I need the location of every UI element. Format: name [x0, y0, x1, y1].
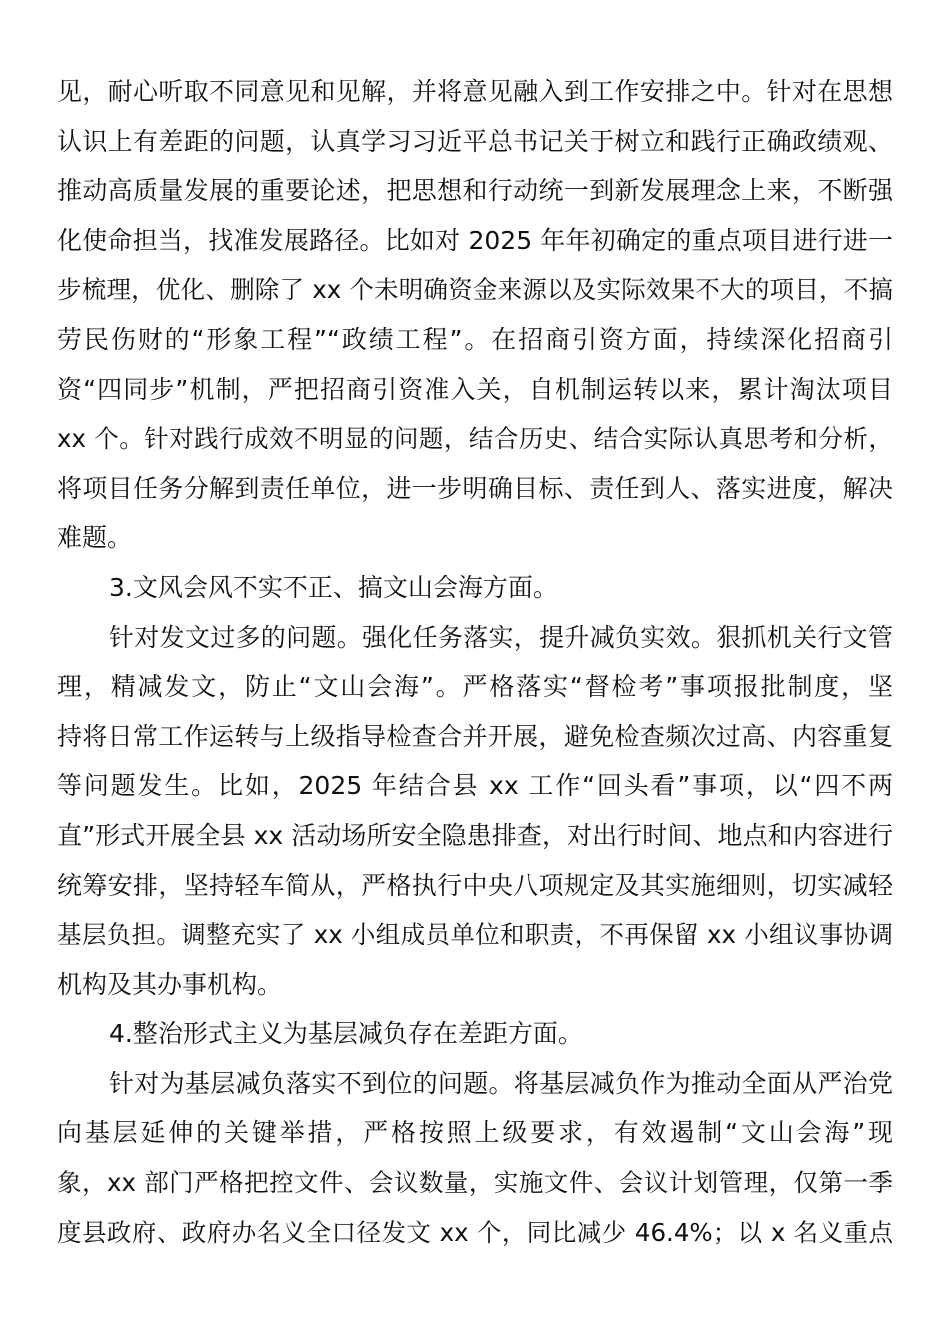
text-line: 难题。 — [57, 523, 133, 553]
text-line: 统筹安排，坚持轻车简从，严格执行中央八项规定及其实施细则，切实减轻 — [57, 870, 893, 900]
text-line: 4.整治形式主义为基层减负存在差距方面。 — [109, 1019, 583, 1049]
text-line: 直”形式开展全县 xx 活动场所安全隐患排查，对出行时间、地点和内容进行 — [57, 820, 893, 850]
text-line: 等问题发生。比如，2025 年结合县 xx 工作“回头看”事项，以“四不两 — [57, 771, 893, 801]
text-line: 化使命担当，找准发展路径。比如对 2025 年年初确定的重点项目进行进一 — [57, 225, 893, 255]
text-line: 基层负担。调整充实了 xx 小组成员单位和职责，不再保留 xx 小组议事协调 — [57, 920, 893, 950]
text-line: 针对发文过多的问题。强化任务落实，提升减负实效。狠抓机关行文管 — [109, 622, 893, 652]
text-line: 针对为基层减负落实不到位的问题。将基层减负作为推动全面从严治党 — [109, 1068, 893, 1098]
text-line: 理，精减发文，防止“文山会海”。严格落实“督检考”事项报批制度，坚 — [57, 672, 893, 702]
text-line: 资“四同步”机制，严把招商引资准入关，自机制运转以来，累计淘汰项目 — [57, 374, 893, 404]
text-line: 持将日常工作运转与上级指导检查合并开展，避免检查频次过高、内容重复 — [57, 721, 893, 751]
text-line: 步梳理，优化、删除了 xx 个未明确资金来源以及实际效果不大的项目，不搞 — [57, 275, 893, 305]
text-line: 度县政府、政府办名义全口径发文 xx 个，同比减少 46.4%；以 x 名义重点 — [57, 1217, 893, 1247]
text-line: 3.文风会风不实不正、搞文山会海方面。 — [109, 572, 558, 602]
document-body — [57, 67, 893, 1257]
text-line: 象，xx 部门严格把控文件、会议数量，实施文件、会议计划管理，仅第一季 — [57, 1168, 893, 1198]
text-line: 认识上有差距的问题，认真学习习近平总书记关于树立和践行正确政绩观、 — [57, 126, 893, 156]
text-line: xx 个。针对践行成效不明显的问题，结合历史、结合实际认真思考和分析， — [57, 424, 893, 454]
text-line: 推动高质量发展的重要论述，把思想和行动统一到新发展理念上来，不断强 — [57, 176, 893, 206]
text-line: 向基层延伸的关键举措，严格按照上级要求，有效遏制“文山会海”现 — [57, 1118, 893, 1148]
text-line: 将项目任务分解到责任单位，进一步明确目标、责任到人、落实进度，解决 — [57, 473, 893, 503]
text-line: 机构及其办事机构。 — [57, 969, 283, 999]
text-line: 劳民伤财的“形象工程”“政绩工程”。在招商引资方面，持续深化招商引 — [57, 324, 893, 354]
text-line: 见，耐心听取不同意见和见解，并将意见融入到工作安排之中。针对在思想 — [57, 77, 893, 106]
